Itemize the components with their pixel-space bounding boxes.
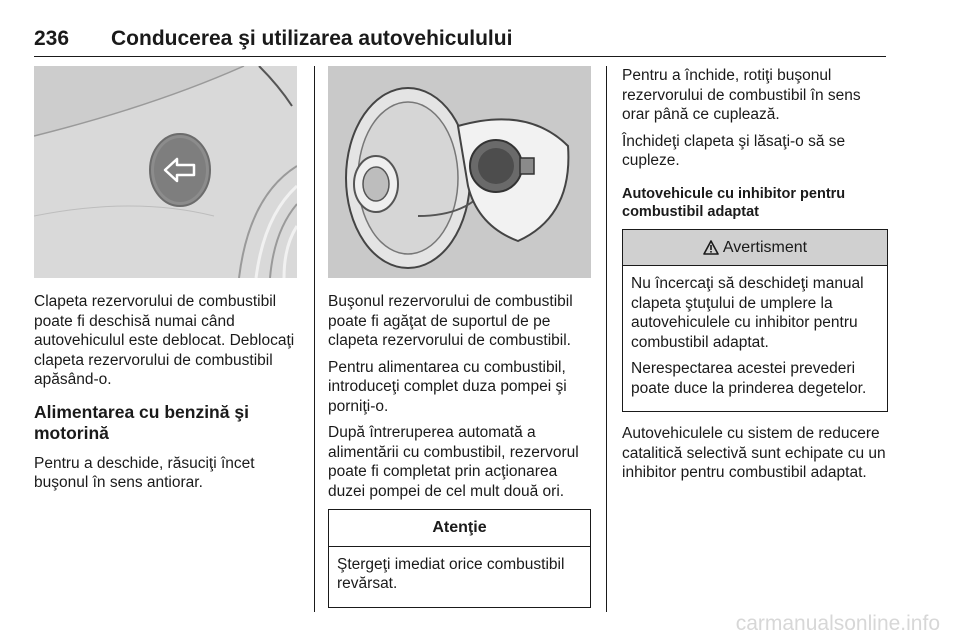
warning-text: Nerespectarea acestei prevederi poate duce la prinderea degetelor. [631, 360, 867, 397]
chapter-title: Conducerea şi utilizarea autovehiculului [111, 27, 513, 50]
paragraph: Închideţi clapeta şi lăsaţi-o să se cupleze. [622, 132, 846, 169]
column-2 [328, 292, 591, 608]
column-divider-1 [314, 66, 315, 612]
column-3 [622, 66, 888, 490]
page-number: 236 [34, 27, 70, 50]
subheading: Autovehicule cu inhibitor pentru combustibil adaptat [622, 185, 846, 220]
watermark: carmanualsonline.info [735, 612, 940, 635]
caution-title: Atenţie [329, 510, 590, 547]
warning-box [622, 229, 888, 413]
paragraph: Buşonul rezervorului de combustibil poate fi agăţat de suportul de pe clapeta rezervorului de combustibil. [328, 293, 573, 349]
paragraph: Autovehiculele cu sistem de reducere catalitică selectivă sunt echipate cu un inhibitor pentru combustibil adaptat. [622, 425, 886, 481]
fuel-flap-closed-figure [34, 66, 297, 278]
caution-text: Ştergeţi imediat orice combustibil revărsat. [337, 555, 565, 592]
warning-text: Nu încercaţi să deschideţi manual clapeta ştuţului de umplere la autovehiculele cu inhibitor pentru combustibil adaptat. [631, 275, 864, 351]
warning-header [623, 230, 887, 267]
warning-title: Avertisment [722, 238, 808, 256]
column-1 [34, 292, 300, 500]
caution-box [328, 509, 591, 608]
warning-body [623, 266, 887, 411]
fuel-cap-open-figure [328, 66, 591, 278]
paragraph: Pentru a deschide, răsuciţi încet buşonul în sens antiorar. [34, 454, 255, 491]
paragraph: Pentru alimentarea cu combustibil, introduceţi complet duza pompei şi porniţi-o. [328, 358, 567, 415]
paragraph: După întreruperea automată a alimentării cu combustibil, rezervorul poate fi completat prin acţionarea duzei pompei de cel mult două ori. [328, 424, 579, 500]
page-header [34, 26, 886, 57]
column-divider-2 [606, 66, 607, 612]
warning-triangle-icon [703, 240, 719, 255]
caution-body [329, 547, 590, 607]
section-heading: Alimentarea cu benzină şi motorină [34, 401, 249, 443]
paragraph: Pentru a închide, rotiţi buşonul rezervorului de combustibil în sens orar până ce cuplează. [622, 67, 861, 123]
figure-caption: Clapeta rezervorului de combustibil poate fi deschisă numai când autovehiculul este deblocat. Deblocaţi clapeta rezervorului de combustibil apăsând-o. [34, 293, 295, 388]
